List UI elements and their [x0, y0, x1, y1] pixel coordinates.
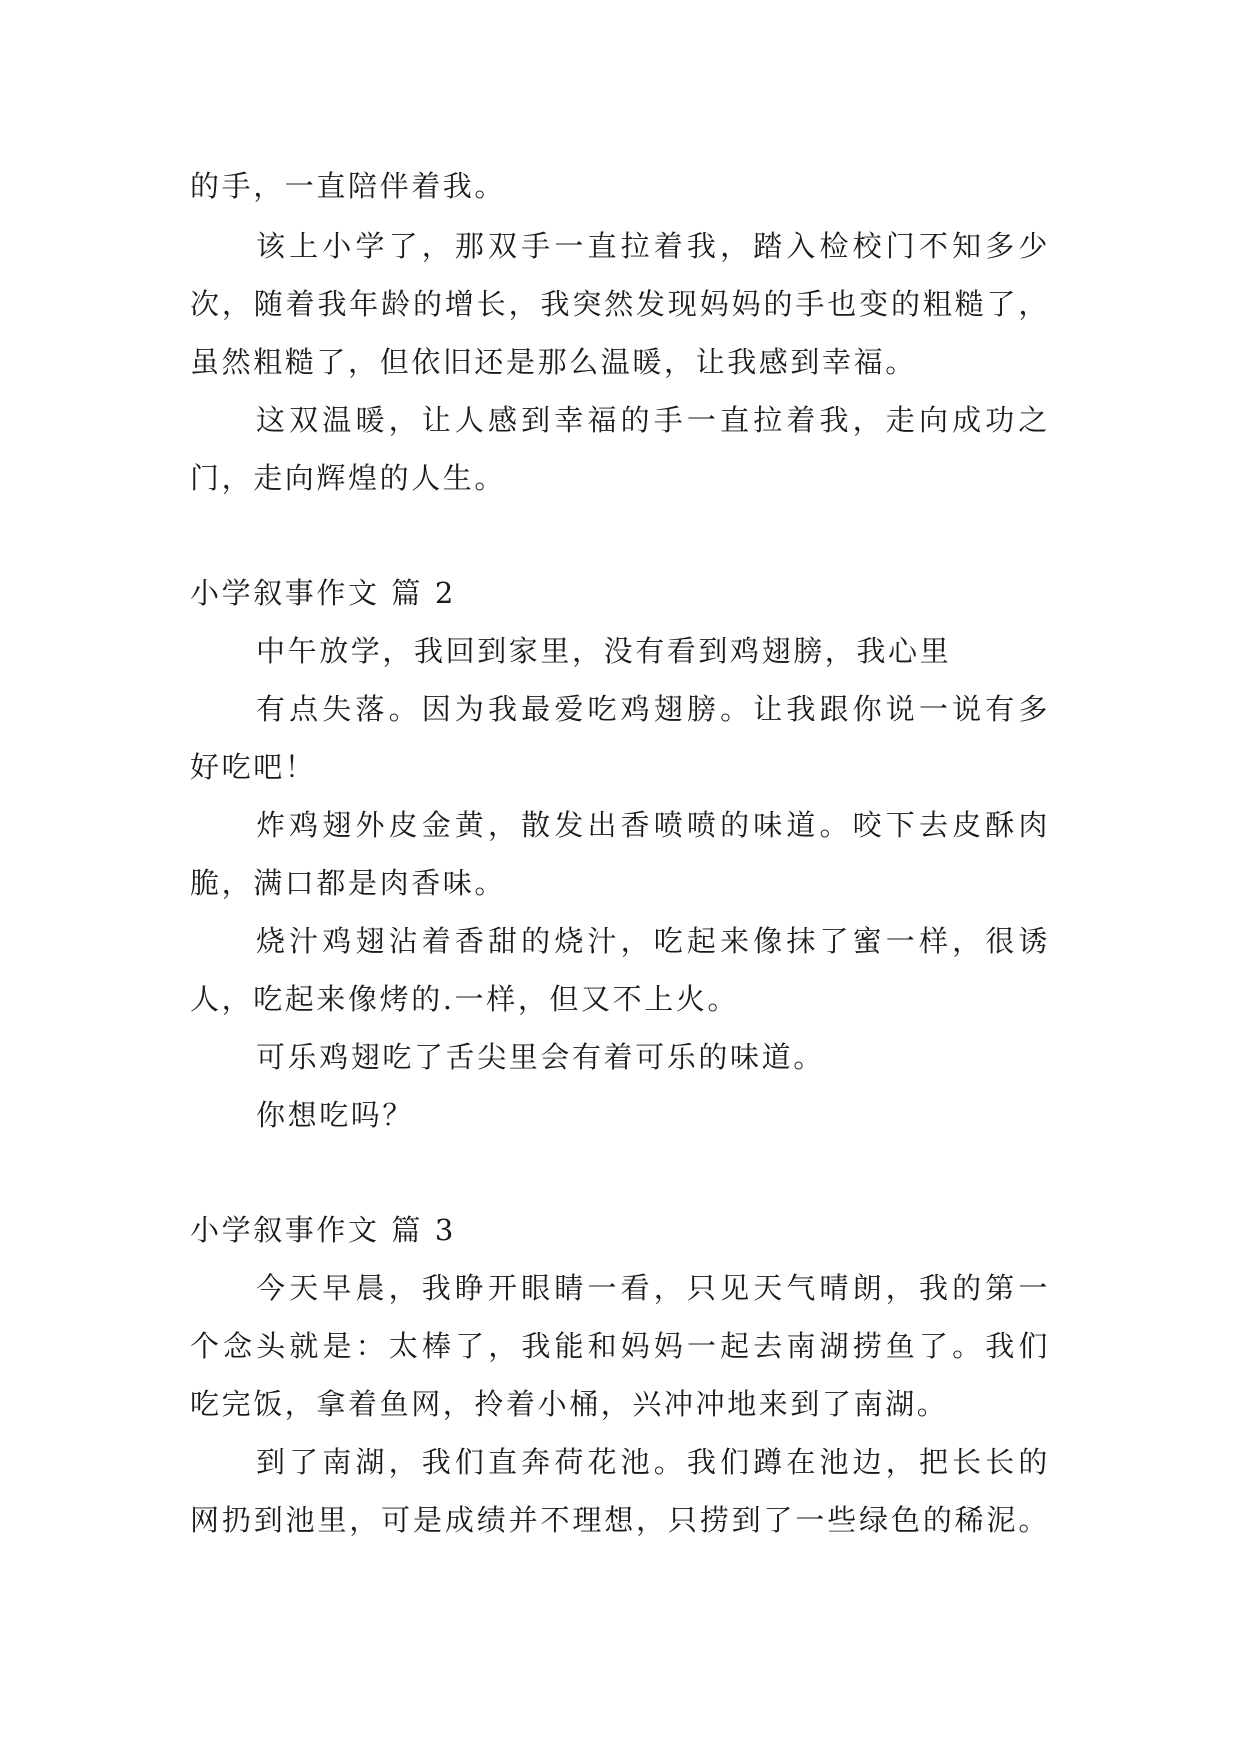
- text-line: 好吃吧！: [190, 750, 317, 784]
- text-line: 可乐鸡翅吃了舌尖里会有着可乐的味道。: [256, 1040, 825, 1074]
- text-line: 你想吃吗？: [256, 1098, 415, 1132]
- text-line: 的手，一直陪伴着我。: [190, 169, 507, 203]
- text-line: 个念头就是：太棒了，我能和妈妈一起去南湖捞鱼了。我们: [190, 1329, 1050, 1363]
- text-line: 人，吃起来像烤的.一样，但又不上火。: [190, 982, 740, 1016]
- text-line: 有点失落。因为我最爱吃鸡翅膀。让我跟你说一说有多: [256, 692, 1050, 726]
- text-line: 虽然粗糙了，但依旧还是那么温暖，让我感到幸福。: [190, 345, 917, 379]
- text-line: 烧汁鸡翅沾着香甜的烧汁，吃起来像抹了蜜一样，很诱: [256, 924, 1050, 958]
- text-line: 今天早晨，我睁开眼睛一看，只见天气晴朗，我的第一: [256, 1271, 1050, 1305]
- text-line: 这双温暖，让人感到幸福的手一直拉着我，走向成功之: [256, 403, 1050, 437]
- text-line: 到了南湖，我们直奔荷花池。我们蹲在池边，把长长的: [256, 1445, 1050, 1479]
- text-line: 网扔到池里，可是成绩并不理想，只捞到了一些绿色的稀泥。: [190, 1503, 1050, 1537]
- section-heading: 小学叙事作文 篇 3: [190, 1213, 456, 1247]
- text-line: 吃完饭，拿着鱼网，拎着小桶，兴冲冲地来到了南湖。: [190, 1387, 949, 1421]
- text-line: 门，走向辉煌的人生。: [190, 461, 507, 495]
- text-line: 次，随着我年龄的增长，我突然发现妈妈的手也变的粗糙了，: [190, 287, 1050, 321]
- text-line: 炸鸡翅外皮金黄，散发出香喷喷的味道。咬下去皮酥肉: [256, 808, 1050, 842]
- text-line: 脆，满口都是肉香味。: [190, 866, 507, 900]
- text-line: 中午放学，我回到家里，没有看到鸡翅膀，我心里: [256, 634, 952, 668]
- section-heading: 小学叙事作文 篇 2: [190, 576, 456, 610]
- text-line: 该上小学了，那双手一直拉着我，踏入检校门不知多少: [256, 229, 1050, 263]
